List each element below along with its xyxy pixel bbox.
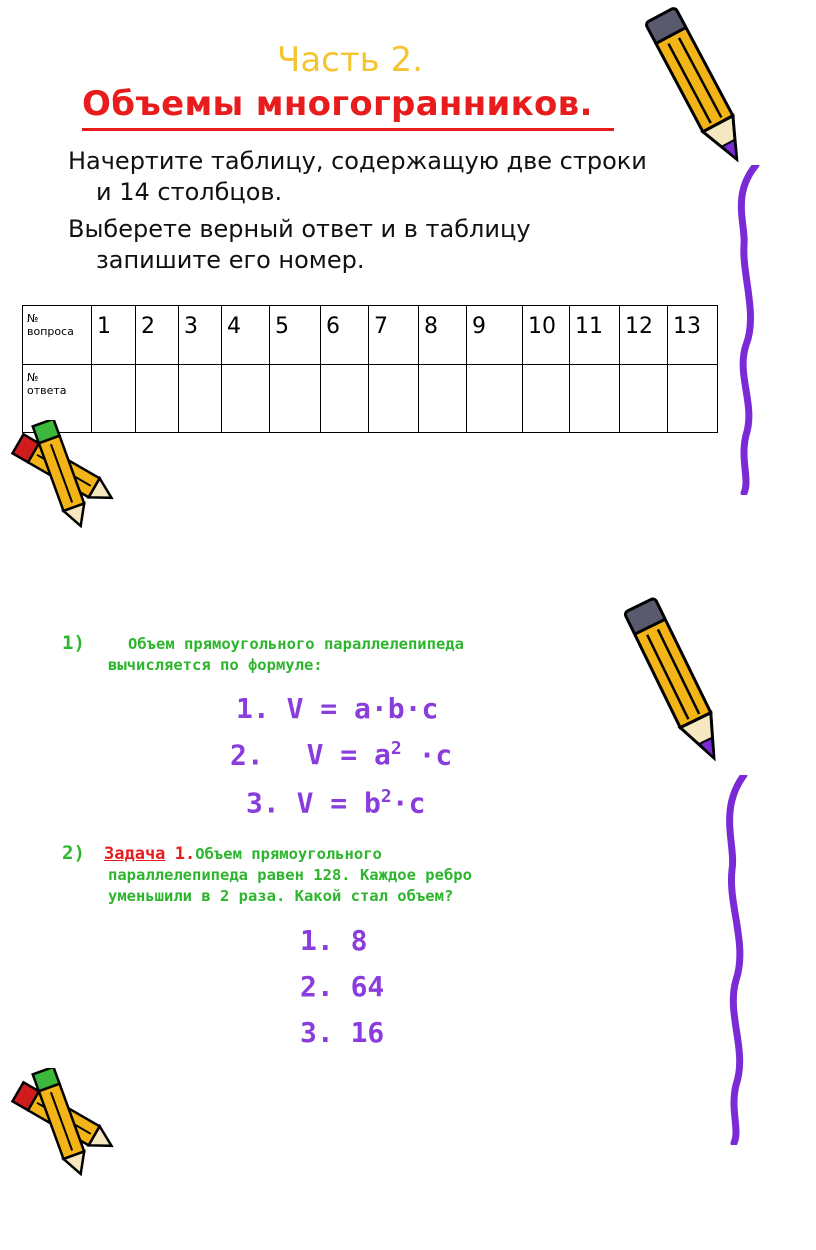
option-value: 16 bbox=[350, 1016, 385, 1049]
question-line: параллелепипеда равен 128. Каждое ребро bbox=[108, 866, 472, 884]
option-value: 8 bbox=[350, 924, 368, 957]
question-cell: 2 bbox=[136, 306, 179, 365]
question-cell: 10 bbox=[523, 306, 570, 365]
table-row-answers bbox=[23, 365, 718, 433]
question-line: Объем прямоугольного параллелепипеда bbox=[128, 635, 464, 653]
pencils-crossed-icon bbox=[0, 1068, 120, 1178]
answer-cell bbox=[136, 365, 179, 433]
squiggle-line-icon bbox=[706, 775, 766, 1145]
option-number: 3. bbox=[246, 786, 280, 820]
answer-cell bbox=[570, 365, 620, 433]
answer-table bbox=[22, 305, 718, 433]
answer-option-2 bbox=[300, 970, 384, 1003]
instruction-line: Начертите таблицу, содержащую две строки bbox=[68, 147, 647, 175]
part-title: Часть 2. bbox=[277, 40, 423, 80]
question-number: 1) bbox=[62, 632, 85, 654]
instruction-choose-answer bbox=[68, 214, 728, 276]
option-number: 1. bbox=[300, 924, 334, 957]
question-text bbox=[108, 634, 578, 676]
row-label-question bbox=[23, 306, 92, 365]
answer-cell bbox=[270, 365, 321, 433]
question-line-text: Объем прямоугольного bbox=[195, 845, 382, 863]
question-cell: 5 bbox=[270, 306, 321, 365]
option-number: 2. bbox=[300, 970, 334, 1003]
pencils-crossed-icon bbox=[0, 420, 120, 530]
option-value: 64 bbox=[350, 970, 385, 1003]
answer-cell bbox=[222, 365, 270, 433]
title-underline bbox=[82, 128, 614, 131]
pencil-icon bbox=[618, 590, 738, 775]
instruction-draw-table bbox=[68, 146, 728, 208]
question-cell: 4 bbox=[222, 306, 270, 365]
answer-cell bbox=[369, 365, 419, 433]
question-number: 2) bbox=[62, 842, 85, 864]
option-formula: ·c bbox=[391, 786, 426, 820]
answer-cell bbox=[620, 365, 668, 433]
option-number: 1. bbox=[236, 692, 270, 725]
answer-cell bbox=[467, 365, 523, 433]
question-cell: 8 bbox=[419, 306, 467, 365]
formula-option-3 bbox=[246, 786, 425, 819]
task-word: Задача bbox=[104, 844, 166, 864]
question-cell: 9 bbox=[467, 306, 523, 365]
question-cell: 13 bbox=[668, 306, 718, 365]
instruction-line: и 14 столбцов. bbox=[96, 178, 283, 206]
answer-cell bbox=[419, 365, 467, 433]
answer-cell bbox=[523, 365, 570, 433]
label-line: № bbox=[27, 312, 39, 325]
option-formula: V = a bbox=[306, 738, 391, 772]
formula-option-2 bbox=[230, 738, 452, 771]
question-line: уменьшили в 2 раза. Какой стал объем? bbox=[108, 887, 454, 905]
instruction-line: запишите его номер. bbox=[96, 246, 365, 274]
question-line: вычисляется по формуле: bbox=[108, 656, 323, 674]
instruction-line: Выберете верный ответ и в таблицу bbox=[68, 215, 531, 243]
slide-2 bbox=[0, 580, 816, 1240]
answer-option-1 bbox=[300, 924, 367, 957]
option-formula: V = b bbox=[296, 786, 381, 820]
question-cell: 1 bbox=[92, 306, 136, 365]
main-title: Объемы многогранников. bbox=[82, 84, 593, 124]
task-number: 1. bbox=[174, 844, 196, 864]
option-exponent: 2 bbox=[390, 738, 402, 759]
option-formula: V = a·b·c bbox=[286, 692, 439, 725]
answer-cell bbox=[179, 365, 222, 433]
option-number: 3. bbox=[300, 1016, 334, 1049]
label-line: вопроса bbox=[27, 325, 74, 338]
label-line: ответа bbox=[27, 384, 67, 397]
pencil-icon bbox=[640, 0, 760, 175]
question-cell: 3 bbox=[179, 306, 222, 365]
table-row-questions bbox=[23, 306, 718, 365]
question-cell: 7 bbox=[369, 306, 419, 365]
answer-cell bbox=[321, 365, 369, 433]
slide-1 bbox=[0, 0, 816, 560]
question-cell: 11 bbox=[570, 306, 620, 365]
option-formula: ·c bbox=[401, 738, 453, 772]
question-text bbox=[104, 844, 604, 907]
option-number: 2. bbox=[230, 738, 264, 772]
answer-cell bbox=[668, 365, 718, 433]
question-cell: 6 bbox=[321, 306, 369, 365]
answer-option-3 bbox=[300, 1016, 384, 1049]
formula-option-1 bbox=[236, 692, 438, 725]
question-cell: 12 bbox=[620, 306, 668, 365]
label-line: № bbox=[27, 371, 39, 384]
squiggle-line-icon bbox=[716, 165, 776, 495]
question-line bbox=[104, 844, 604, 865]
option-exponent: 2 bbox=[380, 786, 392, 807]
